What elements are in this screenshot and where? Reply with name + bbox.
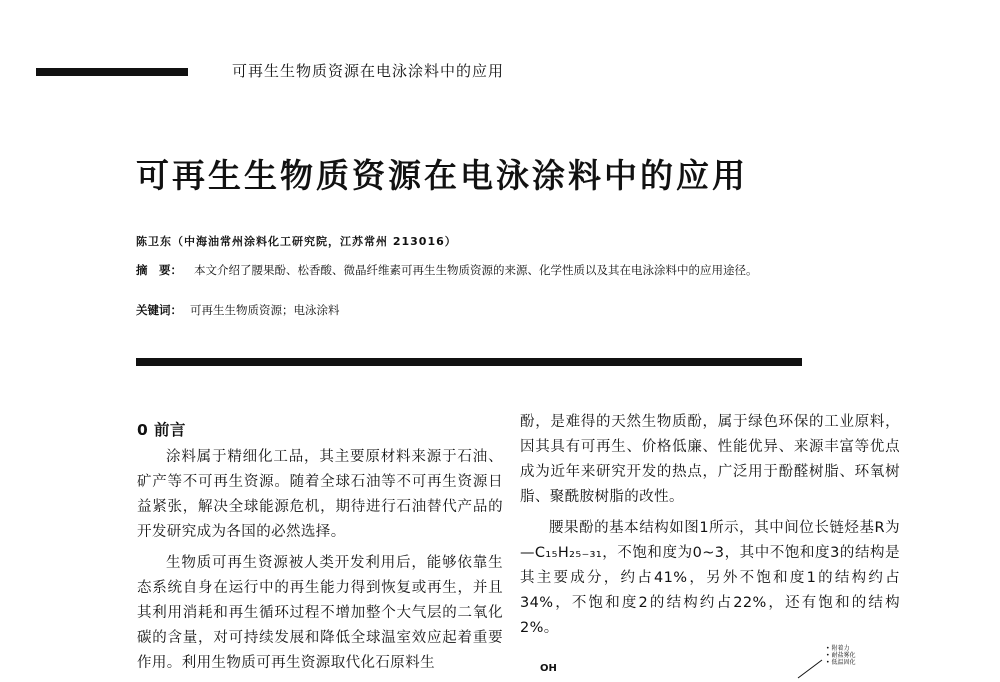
running-head-bar [36,68,188,76]
body-paragraph: 腰果酚的基本结构如图1所示，其中间位长链烃基R为—C₁₅H₂₅₋₃₁，不饱和度为0~3，其中不饱和度3的结构是其主要成分，约占41%，另外不饱和度1的结构约占34%，不饱和度2的结构约占22%，还有饱和的结构2%。 [520,520,900,636]
structure-oh-label: OH [540,663,557,674]
legend-item: • 耐盐雾化 [826,652,856,659]
keywords-label: 关键词： [136,303,182,317]
body-paragraph: 涂料属于精细化工品，其主要原材料来源于石油、矿产等不可再生资源。随着全球石油等不可再生资源日益紧张，解决全球能源危机，期待进行石油替代产品的开发研究成为各国的必然选择。 [137,449,503,540]
body-paragraph: 酚，是难得的天然生物质酚，属于绿色环保的工业原料，因其具有可再生、价格低廉、性能优异、来源丰富等优点成为近年来研究开发的热点，广泛用于酚醛树脂、环氧树脂、聚酰胺树脂的改性。 [520,414,900,505]
article-title: 可再生生物质资源在电泳涂料中的应用 [136,156,748,195]
running-head [36,60,636,82]
right-column [520,410,900,647]
running-head-title: 可再生生物质资源在电泳涂料中的应用 [232,62,505,80]
legend-item: • 低温固化 [826,659,856,666]
body-paragraph: 生物质可再生资源被人类开发利用后，能够依靠生态系统自身在运行中的再生能力得到恢复或再生，并且其利用消耗和再生循环过程不增加整个大气层的二氧化碳的含量，对可持续发展和降低全球温室效应起着重要作用。利用生物质可再生资源取代化石原料生 [137,555,503,671]
abstract-text: 本文介绍了腰果酚、松香酸、微晶纤维素可再生生物质资源的来源、化学性质以及其在电泳涂料中的应用途径。 [194,263,758,277]
header-separator [136,358,802,366]
author-affiliation: 陈卫东（中海油常州涂料化工研究院，江苏常州 213016） [136,235,457,248]
figure-legend [826,645,855,666]
left-column [137,418,503,682]
keywords [136,302,340,318]
abstract-label: 摘 要： [136,263,182,277]
legend-item: • 附着力 [826,645,850,652]
keywords-text: 可再生生物质资源；电泳涂料 [190,303,340,317]
section-heading: 0 前言 [137,421,186,439]
